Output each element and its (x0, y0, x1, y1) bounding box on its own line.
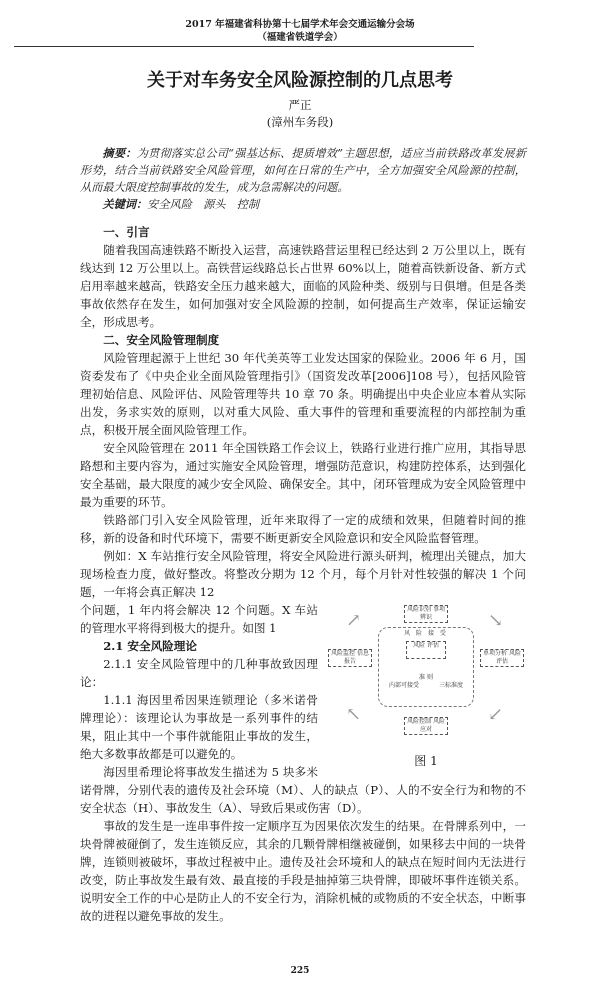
paragraph: 安全风险管理在 2011 年全国铁路工作会议上，铁路行业进行推广应用，其指导思路想和主要内容为，通过实施安全风险管理，增强防范意识，构建防控体系，达到强化安全基础，最大限度的减少安全风险、确保安全。其中，闭环管理成为安全风险管理中最为重要的环节。 (80, 441, 526, 509)
curved-arrow-icon: ↘ (488, 610, 504, 631)
box-right: 单项分析 风险评估 (480, 649, 524, 667)
section-heading: 二、安全风险管理制度 (103, 333, 220, 347)
paragraph: 1.1.1 海因里希因果连锁理论（多米诺骨牌理论）：该理论认为事故是一系列事件的结果，阻止其中一个事件就能阻止事故的发生，绝大多数事故都是可以避免的。 (80, 693, 318, 761)
conference-subheader: （福建省铁道学会） (257, 32, 343, 43)
header-rule (14, 46, 474, 47)
paragraph: 例如：X 车站推行安全风险管理，将安全风险进行源头研判，梳理出关键点，加大现场检查力度，做好整改。将整改分期为 12 个月，每个月针对性较强的解决 1 个问题，一年将会真正解决 12 (80, 549, 526, 599)
curved-arrow-icon: ↖ (346, 704, 362, 725)
paper-title: 关于对车务安全风险源控制的几点思考 (147, 70, 453, 91)
box-center: 风险 评估 (406, 641, 446, 659)
figure-caption: 图 1 (414, 754, 438, 768)
keywords: 安全风险 源头 控制 (147, 198, 260, 211)
abstract-text: 为贯彻落实总公司“强基达标、提质增效”主题思想，适应当前铁路改革发展新形势，结合当前铁路安全风险管理，如何在日常的生产中，全方加强安全风险源的控制，从而最大限度控制事故的发生，成为急需解决的问题。 (80, 147, 526, 194)
paragraph: 海因里希理论将事故发生描述为 5 块多米诺骨牌，分别代表的遗传及社会环境（M）、人的缺点（P）、人的不安全行为和物的不安全状态（H）、事故发生（A）、导致后果或伤害（D）。 (80, 765, 526, 815)
keywords-label: 关键词： (102, 197, 148, 211)
page-number: 225 (290, 966, 310, 976)
curved-arrow-icon: ↗ (346, 610, 362, 631)
subsection-heading: 2.1 安全风险理论 (103, 639, 197, 653)
abstract-label: 摘要： (102, 146, 137, 160)
paragraph: 事故的发生是一连串事件按一定顺序互为因果依次发生的结果。在骨牌系列中，一块骨牌被碰倒了，发生连锁反应，其余的几颗骨牌相继被碰倒，如果移去中间的一块骨牌，连锁则被破坏，事故过程被中止。遗传及社会环境和人的缺点在短时间内无法进行改变，防止事故发生最有效、最直接的手段是抽掉第三块骨牌，即破坏事件连锁关系。说明安全工作的中心是防止人的不安全行为，消除机械的或物质的不安全状态，中断事故的进程以避免事故的发生。 (80, 819, 526, 923)
curved-arrow-icon: ↙ (488, 704, 504, 725)
paragraph: 个问题，1 年内将会解决 12 个问题。X 车站的管理水平将得到极大的提升。如图 1 (80, 603, 318, 635)
abstract (80, 145, 526, 213)
frame-label: 风 险 接 受 (404, 630, 448, 637)
risk-acceptance-frame (378, 627, 474, 707)
author: 严正 (288, 98, 312, 112)
inner-right: 三标准度 (438, 682, 463, 689)
conference-header: 2017 年福建省科协第十七届学术年会交通运输分会场 (185, 19, 415, 30)
section-heading: 一、引言 (103, 225, 150, 239)
figure-1-diagram (326, 605, 526, 773)
inner-labels (379, 682, 473, 690)
affiliation: (漳州车务段) (266, 115, 334, 129)
paragraph: 2.1.1 安全风险管理中的几种事故致因理论： (80, 657, 318, 689)
paragraph: 风险管理起源于上世纪 30 年代美英等工业发达国家的保险业。2006 年 6 月，国资委发布了《中央企业全面风险管理指引》（国资发改革[2006]108 号），包括风险管理初始信息、风险评估、风险管理等共 10 章 70 条。明确提出中央企业应本着从实际出发，务求实效的原则，以对重大风险、重大事件的管理和重要流程的内部控制为重点，积极开展全面风险管理工作。 (80, 351, 526, 437)
paragraph: 铁路部门引入安全风险管理，近年来取得了一定的成绩和效果，但随着时间的推移，新的设备和时代环境下，需要不断更新安全风险意识和安全风险监督管理。 (80, 513, 526, 545)
paragraph: 随着我国高速铁路不断投入运营，高速铁路营运里程已经达到 2 万公里以上，既有线达到 12 万公里以上。高铁营运线路总长占世界 60%以上，随着高铁新设备、新方式启用率越来越高，铁路安全压力越来越大，面临的风险种类、级别与日俱增。但是各类事故依然存在发生，如何加强对安全风险源的控制，如何提高生产效率，保证运输安全，形成思考。 (80, 243, 526, 329)
inner-left: 内部可接受 (388, 682, 419, 689)
box-left: 风险监控 信息报告 (328, 649, 372, 667)
box-top: 风险识别 事项辨识 (404, 605, 448, 623)
body-text (80, 223, 526, 925)
box-bottom: 风险控制 风险应对 (404, 717, 448, 735)
criteria-label: 准 则 (419, 674, 433, 681)
